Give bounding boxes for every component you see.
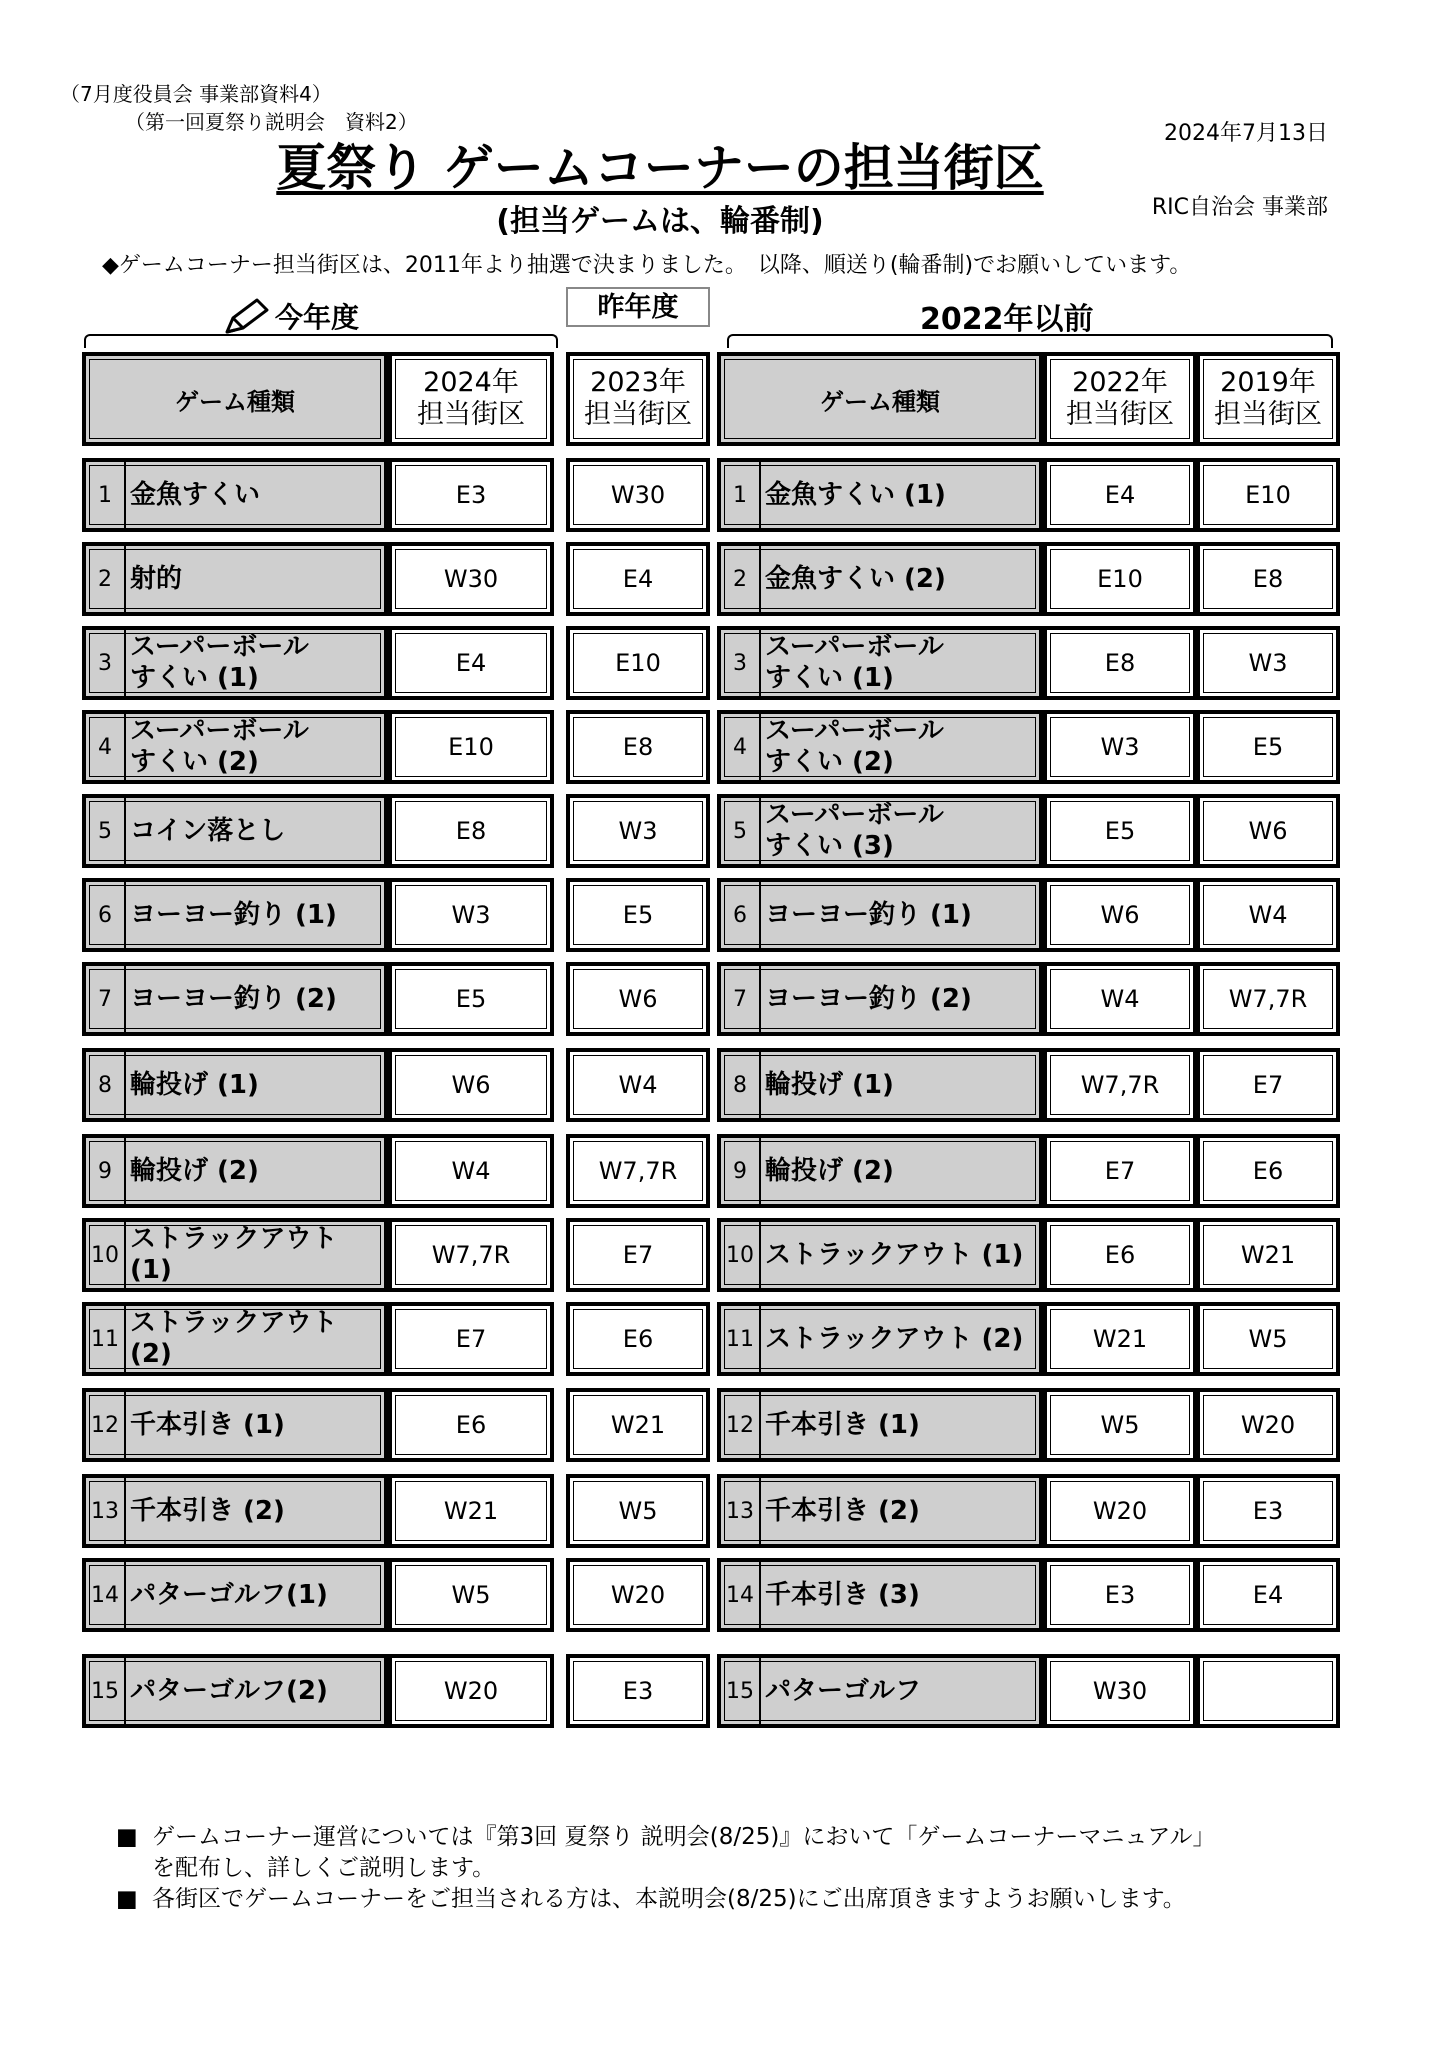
row-number: 9	[721, 1138, 761, 1204]
game-name: スーパーボール すくい (2)	[130, 716, 309, 777]
district-cell-y2024	[388, 1134, 554, 1208]
last-year-label: 昨年度	[566, 287, 710, 327]
district-value: E4	[1252, 1581, 1284, 1609]
district-cell-y2024	[388, 542, 554, 616]
row-number: 13	[721, 1478, 761, 1544]
table-row-game	[82, 1048, 388, 1122]
district-value: W5	[618, 1497, 658, 1525]
game-name: パターゴルフ	[765, 1675, 922, 1706]
district-value: W4	[1248, 901, 1288, 929]
intro-text: ◆ゲームコーナー担当街区は、2011年より抽選で決まりました。 以降、順送り(輪番制)でお願いしています。	[102, 253, 1192, 278]
meta-line-2: （第一回夏祭り説明会 資料2）	[125, 110, 418, 134]
row-number: 6	[86, 882, 126, 948]
district-value: E5	[455, 985, 487, 1013]
table-row-game	[82, 1558, 388, 1632]
district-value: W20	[443, 1677, 499, 1705]
table-row-game	[82, 542, 388, 616]
row-number: 6	[721, 882, 761, 948]
table-row-game	[717, 878, 1043, 952]
district-cell-y2024	[388, 1654, 554, 1728]
game-name: 射的	[130, 563, 183, 594]
game-name: 千本引き (3)	[765, 1579, 920, 1610]
district-cell-y2024	[388, 1558, 554, 1632]
table-row-game	[717, 1654, 1043, 1728]
district-value: W20	[1240, 1411, 1296, 1439]
district-value: E7	[1252, 1071, 1284, 1099]
district-value: W3	[1100, 733, 1140, 761]
district-value: E5	[622, 901, 654, 929]
district-cell-y2022	[1043, 1474, 1197, 1548]
footer-note	[116, 1822, 1215, 1884]
note-bullet: ■	[116, 1886, 138, 1912]
district-cell-y2022	[1043, 458, 1197, 532]
game-name: 千本引き (1)	[765, 1409, 920, 1440]
table-row-game	[82, 878, 388, 952]
previous-years-label: 2022年以前	[920, 302, 1094, 337]
district-cell-y2023	[566, 1474, 710, 1548]
district-value: E4	[455, 649, 487, 677]
district-value: E3	[455, 481, 487, 509]
district-cell-y2022	[1043, 962, 1197, 1036]
note-text: 各街区でゲームコーナーをご担当される方は、本説明会(8/25)にご出席頂きますようお願いします。	[152, 1886, 1186, 1912]
row-number: 9	[86, 1138, 126, 1204]
header-y2024	[388, 352, 554, 446]
district-value: W20	[610, 1581, 666, 1609]
bracket-previous	[727, 334, 1333, 348]
table-row-game	[717, 1218, 1043, 1292]
row-number: 10	[721, 1222, 761, 1288]
header-y2019	[1196, 352, 1340, 446]
game-name: ヨーヨー釣り (1)	[130, 899, 337, 930]
header-y2022-text: 2022年 担当街区	[1066, 367, 1174, 430]
table-row-game	[717, 542, 1043, 616]
table-row-game	[717, 1048, 1043, 1122]
district-value: W7,7R	[1080, 1071, 1160, 1099]
district-value: W21	[443, 1497, 499, 1525]
header-y2024-text: 2024年 担当街区	[417, 367, 525, 430]
district-cell-y2024	[388, 1302, 554, 1376]
game-name: 金魚すくい (1)	[765, 479, 946, 510]
district-value: W6	[1248, 817, 1288, 845]
game-name: 金魚すくい	[130, 479, 261, 510]
district-cell-y2022	[1043, 710, 1197, 784]
game-name: コイン落とし	[130, 815, 286, 846]
table-row-game	[717, 1474, 1043, 1548]
table-row-game	[82, 1388, 388, 1462]
page-title: 夏祭り ゲームコーナーの担当街区	[276, 139, 1044, 197]
table-row-game	[717, 1302, 1043, 1376]
district-cell-y2024	[388, 1388, 554, 1462]
district-value: W4	[1100, 985, 1140, 1013]
header-game-text: ゲーム種類	[175, 387, 295, 416]
district-cell-y2022	[1043, 878, 1197, 952]
district-value: W3	[1248, 649, 1288, 677]
district-cell-y2022	[1043, 1048, 1197, 1122]
district-cell-y2019	[1196, 710, 1340, 784]
table-row-game	[82, 626, 388, 700]
district-value: W3	[618, 817, 658, 845]
district-cell-y2019	[1196, 1218, 1340, 1292]
district-value: E10	[1245, 481, 1291, 509]
district-value: E8	[455, 817, 487, 845]
table-row-game	[717, 1388, 1043, 1462]
district-cell-y2022	[1043, 794, 1197, 868]
header-game	[82, 352, 388, 446]
row-number: 11	[721, 1306, 761, 1372]
district-value: W6	[451, 1071, 491, 1099]
district-value: E4	[1104, 481, 1136, 509]
row-number: 13	[86, 1478, 126, 1544]
district-value: W7,7R	[598, 1157, 678, 1185]
district-value: E10	[1097, 565, 1143, 593]
district-cell-y2019	[1196, 1474, 1340, 1548]
district-cell-y2023	[566, 878, 710, 952]
row-number: 11	[86, 1306, 126, 1372]
district-value: W5	[1100, 1411, 1140, 1439]
district-value: E5	[1104, 817, 1136, 845]
table-row-game	[717, 626, 1043, 700]
district-value: W7,7R	[431, 1241, 511, 1269]
table-row-game	[82, 458, 388, 532]
district-cell-y2022	[1043, 1218, 1197, 1292]
row-number: 3	[86, 630, 126, 696]
district-value: W5	[451, 1581, 491, 1609]
district-cell-y2019	[1196, 962, 1340, 1036]
game-name: スーパーボール すくい (3)	[765, 800, 944, 861]
district-value: E4	[622, 565, 654, 593]
game-name: パターゴルフ(2)	[130, 1675, 328, 1706]
district-cell-y2023	[566, 1134, 710, 1208]
district-cell-y2023	[566, 962, 710, 1036]
row-number: 7	[86, 966, 126, 1032]
district-cell-y2023	[566, 1654, 710, 1728]
district-cell-y2023	[566, 710, 710, 784]
row-number: 12	[86, 1392, 126, 1458]
district-cell-y2023	[566, 542, 710, 616]
row-number: 5	[721, 798, 761, 864]
district-value: W21	[1240, 1241, 1296, 1269]
footer-notes	[116, 1822, 1215, 1915]
district-value: E10	[448, 733, 494, 761]
bracket-this-year	[84, 334, 558, 348]
header-y2023-text: 2023年 担当街区	[584, 367, 692, 430]
table-row-game	[82, 1302, 388, 1376]
table-row-game	[717, 1558, 1043, 1632]
row-number: 4	[721, 714, 761, 780]
header-y2022	[1043, 352, 1197, 446]
table-row-game	[717, 710, 1043, 784]
game-name: ヨーヨー釣り (2)	[130, 983, 337, 1014]
district-value: W21	[610, 1411, 666, 1439]
district-cell-y2019	[1196, 458, 1340, 532]
row-number: 15	[721, 1658, 761, 1724]
district-cell-y2022	[1043, 626, 1197, 700]
this-year-label	[223, 296, 359, 336]
district-cell-y2023	[566, 1048, 710, 1122]
table-row-game	[82, 710, 388, 784]
district-cell-y2019	[1196, 626, 1340, 700]
page-subtitle: (担当ゲームは、輪番制)	[496, 204, 824, 239]
header-game	[717, 352, 1043, 446]
district-cell-y2023	[566, 626, 710, 700]
row-number: 5	[86, 798, 126, 864]
district-cell-y2024	[388, 710, 554, 784]
district-value: E6	[622, 1325, 654, 1353]
district-cell-y2022	[1043, 1388, 1197, 1462]
row-number: 14	[86, 1562, 126, 1628]
district-cell-y2022	[1043, 1134, 1197, 1208]
footer-note	[116, 1884, 1215, 1915]
game-name: ストラックアウト (2)	[130, 1308, 338, 1369]
table-row-game	[82, 1134, 388, 1208]
district-cell-y2022	[1043, 1558, 1197, 1632]
header-y2019-text: 2019年 担当街区	[1214, 367, 1322, 430]
document-date: 2024年7月13日	[1164, 121, 1328, 146]
game-name: ヨーヨー釣り (1)	[765, 899, 972, 930]
row-number: 8	[86, 1052, 126, 1118]
row-number: 14	[721, 1562, 761, 1628]
district-value: W4	[451, 1157, 491, 1185]
district-value: E8	[1104, 649, 1136, 677]
district-value: E7	[1104, 1157, 1136, 1185]
table-row-game	[82, 1218, 388, 1292]
district-cell-y2019	[1196, 542, 1340, 616]
game-name: 千本引き (2)	[130, 1495, 285, 1526]
district-value: W30	[443, 565, 499, 593]
game-name: パターゴルフ(1)	[130, 1579, 328, 1610]
district-cell-y2022	[1043, 1654, 1197, 1728]
row-number: 1	[86, 462, 126, 528]
row-number: 2	[86, 546, 126, 612]
district-cell-y2024	[388, 962, 554, 1036]
district-value: E8	[622, 733, 654, 761]
note-text: ゲームコーナー運営については『第3回 夏祭り 説明会(8/25)』において「ゲームコーナーマニュアル」 を配布し、詳しくご説明します。	[152, 1824, 1216, 1881]
district-cell-y2023	[566, 1302, 710, 1376]
district-cell-y2023	[566, 1558, 710, 1632]
district-value: W30	[610, 481, 666, 509]
district-value: E8	[1252, 565, 1284, 593]
district-value: W21	[1092, 1325, 1148, 1353]
row-number: 10	[86, 1222, 126, 1288]
district-value: W6	[1100, 901, 1140, 929]
game-name: 金魚すくい (2)	[765, 563, 946, 594]
district-cell-y2019	[1196, 1558, 1340, 1632]
table-row-game	[717, 962, 1043, 1036]
game-name: ストラックアウト (1)	[765, 1239, 1024, 1270]
header-game-text: ゲーム種類	[820, 387, 940, 416]
row-number: 8	[721, 1052, 761, 1118]
district-value: E6	[1104, 1241, 1136, 1269]
game-name: スーパーボール すくい (1)	[765, 632, 944, 693]
district-cell-y2024	[388, 626, 554, 700]
row-number: 15	[86, 1658, 126, 1724]
game-name: ヨーヨー釣り (2)	[765, 983, 972, 1014]
game-name: ストラックアウト (2)	[765, 1323, 1024, 1354]
district-value: E6	[1252, 1157, 1284, 1185]
district-cell-y2019	[1196, 878, 1340, 952]
district-value: E3	[622, 1677, 654, 1705]
table-row-game	[717, 794, 1043, 868]
district-cell-y2024	[388, 794, 554, 868]
pencil-icon	[223, 296, 273, 336]
district-cell-y2019	[1196, 1388, 1340, 1462]
game-name: スーパーボール すくい (1)	[130, 632, 309, 693]
district-cell-y2022	[1043, 1302, 1197, 1376]
row-number: 12	[721, 1392, 761, 1458]
table-row-game	[82, 962, 388, 1036]
organization-name: RIC自治会 事業部	[1151, 195, 1328, 220]
district-cell-y2019	[1196, 794, 1340, 868]
district-cell-y2022	[1043, 542, 1197, 616]
table-row-game	[717, 1134, 1043, 1208]
district-value: E10	[615, 649, 661, 677]
district-cell-y2023	[566, 1388, 710, 1462]
this-year-text: 今年度	[275, 301, 360, 334]
district-value: W5	[1248, 1325, 1288, 1353]
district-value: E5	[1252, 733, 1284, 761]
district-cell-y2023	[566, 1218, 710, 1292]
district-cell-y2024	[388, 1048, 554, 1122]
district-cell-y2023	[566, 458, 710, 532]
district-cell-y2019	[1196, 1302, 1340, 1376]
district-value: E7	[622, 1241, 654, 1269]
game-name: ストラックアウト (1)	[130, 1224, 338, 1285]
table-row-game	[82, 794, 388, 868]
district-cell-y2024	[388, 1218, 554, 1292]
district-cell-y2024	[388, 1474, 554, 1548]
game-name: 輪投げ (2)	[130, 1155, 259, 1186]
row-number: 1	[721, 462, 761, 528]
header-y2023	[566, 352, 710, 446]
note-bullet: ■	[116, 1824, 138, 1850]
district-value: W4	[618, 1071, 658, 1099]
district-value: W6	[618, 985, 658, 1013]
game-name: 輪投げ (1)	[130, 1069, 259, 1100]
district-cell-y2019	[1196, 1654, 1340, 1728]
district-value: E6	[455, 1411, 487, 1439]
district-cell-y2019	[1196, 1134, 1340, 1208]
game-name: 千本引き (1)	[130, 1409, 285, 1440]
row-number: 7	[721, 966, 761, 1032]
district-value: E3	[1104, 1581, 1136, 1609]
district-cell-y2019	[1196, 1048, 1340, 1122]
district-value: E3	[1252, 1497, 1284, 1525]
district-cell-y2024	[388, 458, 554, 532]
row-number: 2	[721, 546, 761, 612]
row-number: 3	[721, 630, 761, 696]
table-row-game	[82, 1654, 388, 1728]
table-row-game	[82, 1474, 388, 1548]
district-cell-y2023	[566, 794, 710, 868]
district-value: E7	[455, 1325, 487, 1353]
district-value: W20	[1092, 1497, 1148, 1525]
game-name: 輪投げ (2)	[765, 1155, 894, 1186]
row-number: 4	[86, 714, 126, 780]
district-value: W7,7R	[1228, 985, 1308, 1013]
meta-line-1: （7月度役員会 事業部資料4）	[60, 82, 332, 106]
district-value: W30	[1092, 1677, 1148, 1705]
game-name: スーパーボール すくい (2)	[765, 716, 944, 777]
district-cell-y2024	[388, 878, 554, 952]
district-value: W3	[451, 901, 491, 929]
table-row-game	[717, 458, 1043, 532]
game-name: 輪投げ (1)	[765, 1069, 894, 1100]
game-name: 千本引き (2)	[765, 1495, 920, 1526]
